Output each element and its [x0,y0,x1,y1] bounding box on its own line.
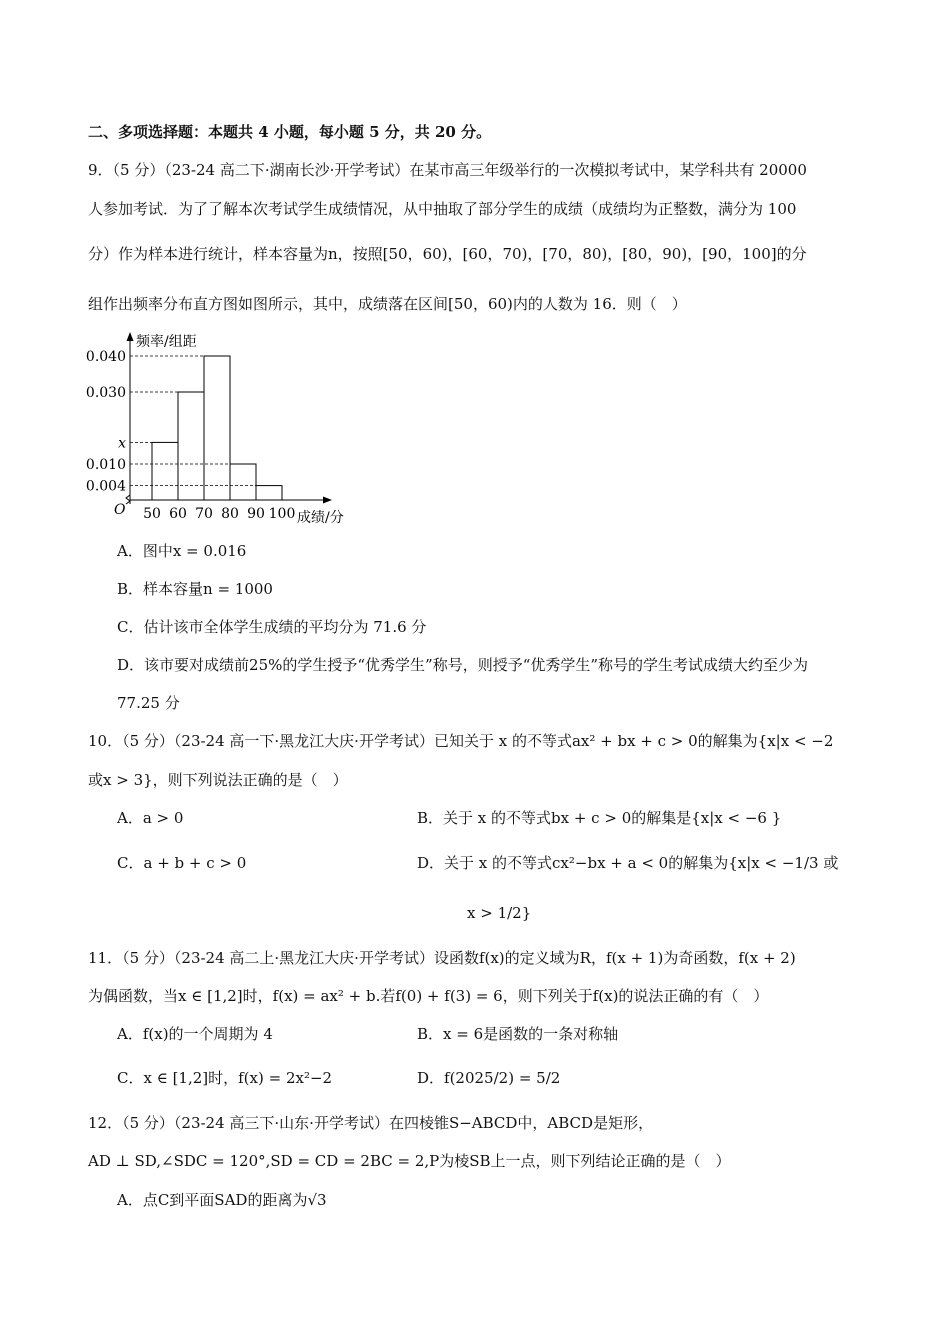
q12-option-a: A．点C到平面SAD的距离为√3 [117,1191,327,1209]
q12-line-2: AD ⊥ SD,∠SDC = 120°,SD = CD = 2BC = 2,P为棱SB上一点，则下列结论正确的是（ ） [88,1152,731,1170]
q10-option-a: A．a > 0 [117,809,184,827]
q12-line-1: 12．（5 分）（23-24 高三下·山东·开学考试）在四棱锥S−ABCD中，ABCD是矩形， [88,1114,654,1132]
q9-option-b: B．样本容量n = 1000 [117,580,273,598]
x-tick-label: 50 [143,506,161,522]
q11-option-d: D．f(2025/2) = 5/2 [417,1069,561,1087]
q9-option-d-line-2: 77.25 分 [117,694,180,712]
q10-option-d-line-2: x > 1/2} [467,904,532,922]
x-tick-label: 90 [247,506,265,522]
section-heading: 二、多项选择题：本题共 4 小题，每小题 5 分，共 20 分。 [88,123,492,141]
histogram-bar-50-60 [152,442,178,500]
x-axis-arrow-icon [323,497,332,504]
q11-line-1: 11．（5 分）（23-24 高二上·黑龙江大庆·开学考试）设函数f(x)的定义域为R，f(x + 1)为奇函数，f(x + 2) [88,949,796,967]
y-tick-label: 0.030 [85,385,126,401]
axis-break-icon [126,495,130,504]
q11-line-2: 为偶函数，当x ∈ [1,2]时，f(x) = ax² + b.若f(0) + f(3) = 6，则下列关于f(x)的说法正确的有（ ） [88,987,769,1005]
histogram-bar-60-70 [178,392,204,500]
q10-option-d-line-1: D．关于 x 的不等式cx²−bx + a < 0的解集为{x|x < −1/3 或 [417,854,839,872]
y-axis-label: 频率/组距 [136,334,197,350]
x-tick-label: 70 [195,506,213,522]
q11-option-b: B．x = 6是函数的一条对称轴 [417,1025,619,1043]
origin-label: O [114,502,126,518]
q9-option-a: A．图中x = 0.016 [117,542,247,560]
y-tick-label: 0.004 [85,478,126,495]
q9-line-4: 组作出频率分布直方图如图所示，其中，成绩落在区间[50，60)内的人数为 16．则（ ） [88,295,687,313]
q10-option-c: C．a + b + c > 0 [117,854,247,872]
q9-line-2: 人参加考试．为了了解本次考试学生成绩情况，从中抽取了部分学生的成绩（成绩均为正整数，满分为 100 [88,200,797,218]
q9-option-c: C．估计该市全体学生成绩的平均分为 71.6 分 [117,618,427,636]
q9-option-d-line-1: D．该市要对成绩前25%的学生授予“优秀学生”称号，则授予“优秀学生”称号的学生考试成绩大约至少为 [117,656,809,674]
q10-line-1: 10．（5 分）（23-24 高一下·黑龙江大庆·开学考试）已知关于 x 的不等式ax² + bx + c > 0的解集为{x|x < −2 [88,732,834,750]
q10-option-b: B．关于 x 的不等式bx + c > 0的解集是{x|x < −6 } [417,809,782,827]
q9-line-3: 分）作为样本进行统计，样本容量为n，按照[50，60)，[60，70)，[70，80)，[80，90)，[90，100]的分 [88,245,807,263]
y-tick-label: 0.010 [85,457,126,473]
histogram-chart [80,328,370,528]
q11-option-a: A．f(x)的一个周期为 4 [117,1025,273,1043]
x-tick-label: 60 [169,506,187,522]
y-axis-arrow-icon [127,332,134,341]
y-tick-label: x [118,435,126,452]
x-axis-label: 成绩/分 [297,510,344,526]
q11-option-c: C．x ∈ [1,2]时，f(x) = 2x²−2 [117,1069,333,1087]
y-tick-label: 0.040 [85,349,126,365]
x-tick-label: 100 [268,506,296,522]
histogram-bar-80-90 [230,464,256,500]
q9-line-1: 9．（5 分）（23-24 高二下·湖南长沙·开学考试）在某市高三年级举行的一次模拟考试中，某学科共有 20000 [88,161,807,179]
histogram-bar-90-100 [256,486,282,500]
q10-line-2: 或x > 3}，则下列说法正确的是（ ） [88,771,348,789]
histogram-bar-70-80 [204,356,230,500]
x-tick-label: 80 [221,506,239,522]
